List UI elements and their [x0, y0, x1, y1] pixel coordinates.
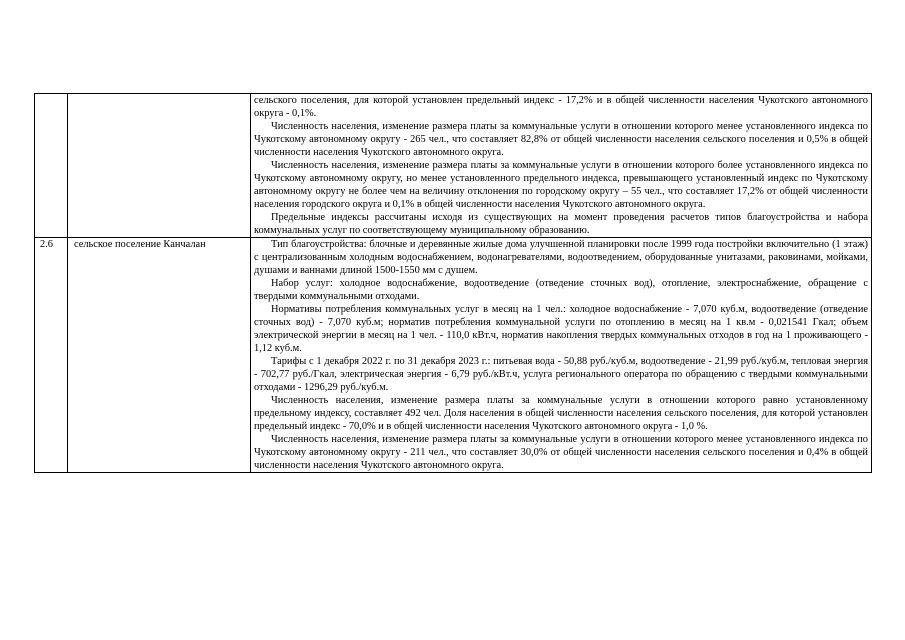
description-paragraph: Предельные индексы рассчитаны исходя из существующих на момент проведения расчетов типов благоустройства и набора коммунальных услуг по соответствующему муниципальному образованию.	[254, 212, 868, 236]
description-paragraph: Численность населения, изменение размера платы за коммунальные услуги в отношении которого менее установленного индекса по Чукотскому автономному округу - 211 чел., что составляет 30,0% от общей численности населения сельского поселения и 0,4% в общей численности населения Чукотского автономного округа.	[254, 434, 868, 471]
description-cell	[251, 238, 872, 473]
description-paragraph: Тип благоустройства: блочные и деревянные жилые дома улучшенной планировки после 1999 года постройки включительно (1 этаж) с централизованным холодным водоснабжением, водонагревателями, водоотведением, оборудованные унитазами, раковинами, мойками, душами и ваннами длиной 1500-1550 мм с душем.	[254, 239, 868, 276]
description-paragraph: Набор услуг: холодное водоснабжение, водоотведение (отведение сточных вод), отопление, электроснабжение, обращение с твердыми коммунальными отходами.	[254, 278, 868, 302]
table-row	[35, 94, 872, 238]
description-paragraph: Численность населения, изменение размера платы за коммунальные услуги в отношении которого менее установленного индекса по Чукотскому автономному округу - 265 чел., что составляет 82,8% от общей численности населения сельского поселения и 0,5% в общей численности населения Чукотского автономного округа.	[254, 121, 868, 158]
document-table	[34, 93, 872, 473]
municipality-name-cell: сельское поселение Канчалан	[68, 238, 251, 473]
description-paragraph: Численность населения, изменение размера платы за коммунальные услуги в отношении которого равно установленному предельному индексу, составляет 492 чел. Доля населения в общей численности населения сельского поселения, для которой установлен предельный индекс - 70,0% и в общей численности населения Чукотского автономного округа - 1,0 %.	[254, 395, 868, 432]
description-paragraph: Тарифы с 1 декабря 2022 г. по 31 декабря 2023 г.: питьевая вода - 50,88 руб./куб.м, водоотведение - 21,99 руб./куб.м, тепловая энергия - 702,77 руб./Гкал, электрическая энергия - 6,79 руб./кВт.ч, услуга регионального оператора по обращению с твердыми коммунальными отходами - 1296,29 руб./куб.м.	[254, 356, 868, 393]
table-row	[35, 238, 872, 473]
description-cell	[251, 94, 872, 238]
municipality-name-cell	[68, 94, 251, 238]
description-paragraph: сельского поселения, для которой установлен предельный индекс - 17,2% и в общей численности населения Чукотского автономного округа - 0,1%.	[254, 95, 868, 119]
row-number-cell	[35, 94, 68, 238]
description-paragraph: Нормативы потребления коммунальных услуг в месяц на 1 чел.: холодное водоснабжение - 7,070 куб.м, водоотведение (отведение сточных вод) - 7,070 куб.м; норматив потребления коммунальной услуги по отоплению в месяц на 1 кв.м - 0,021541 Гкал; объем электрической энергии в месяц на 1 чел. - 110,0 кВт.ч, норматив накопления твердых коммунальных отходов в год на 1 проживающего - 1,12 куб.м.	[254, 304, 868, 354]
row-number-cell: 2.6	[35, 238, 68, 473]
description-paragraph: Численность населения, изменение размера платы за коммунальные услуги в отношении которого более установленного индекса по Чукотскому автономному округу, но менее установленного предельного индекса, превышающего установленный индекс по Чукотскому автономному округу не более чем на величину отклонения по городскому округу – 55 чел., что составляет 17,2% от общей численности населения городского округа и 0,1% в общей численности населения Чукотского автономного округа.	[254, 160, 868, 210]
